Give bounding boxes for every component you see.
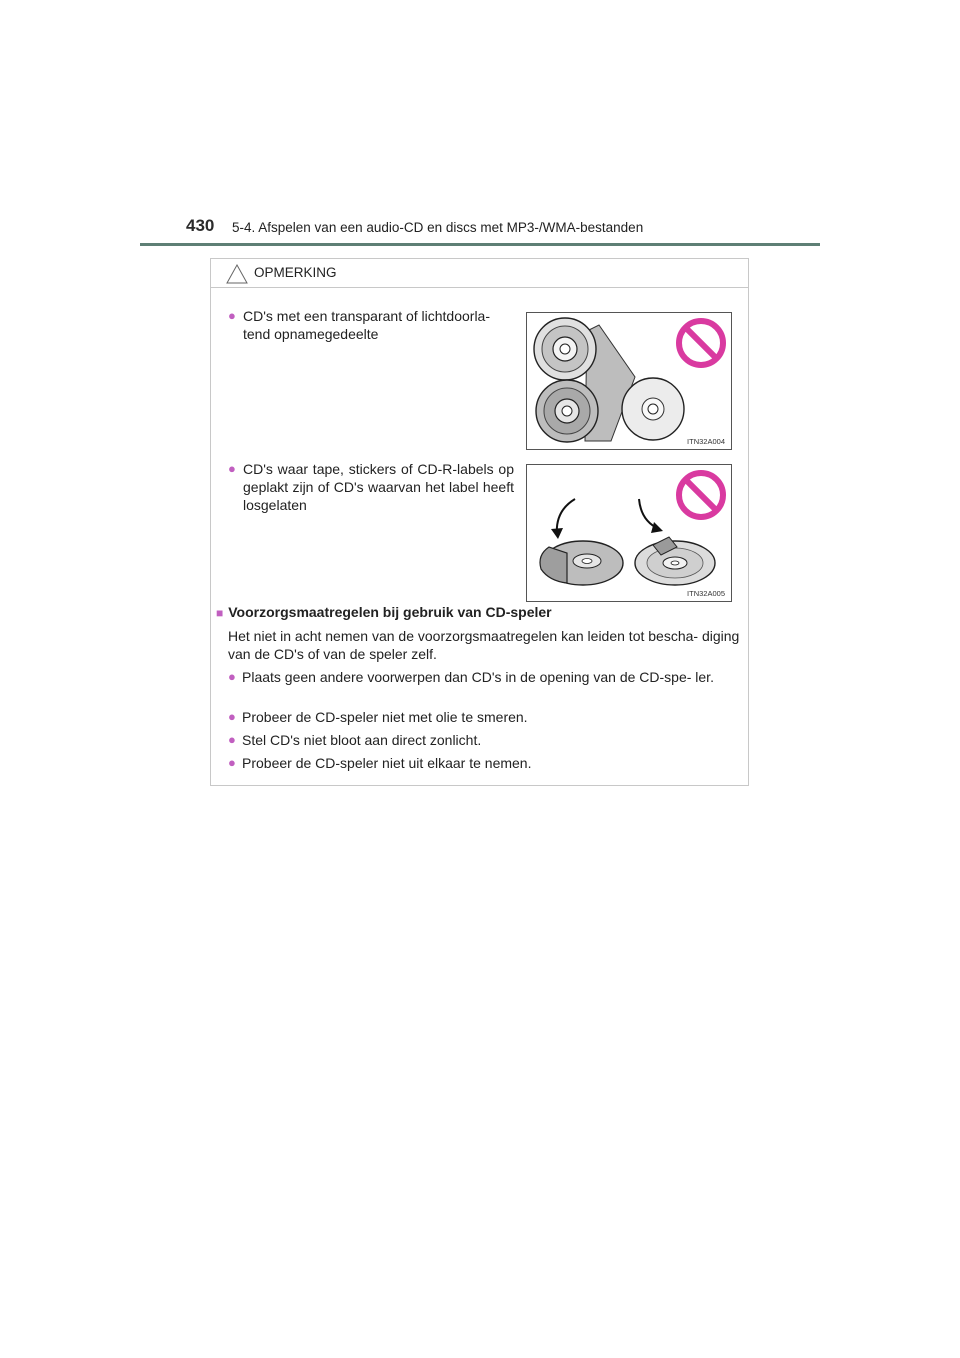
- list-item: [228, 731, 743, 749]
- list-item-text: Probeer de CD-speler niet uit elkaar te nemen.: [242, 755, 532, 771]
- list-item-text: Stel CD's niet bloot aan direct zonlicht.: [242, 732, 482, 748]
- figure-code: ITN32A005: [687, 589, 725, 598]
- list-item-text: Plaats geen andere voorwerpen dan CD's in de opening van de CD-spe- ler.: [242, 669, 714, 685]
- section-heading: [216, 604, 552, 620]
- cd-disc-icon: [534, 318, 596, 380]
- cd-disc-icon: [635, 537, 715, 585]
- bullet-dot-icon: ●: [228, 732, 236, 747]
- page-number: 430: [186, 216, 215, 235]
- square-bullet-icon: ■: [216, 606, 224, 620]
- warning-triangle-icon: [226, 264, 248, 284]
- labeled-cd-illustration: [527, 465, 731, 601]
- section-heading-text: Voorzorgsmaatregelen bij gebruik van CD-speler: [228, 604, 552, 620]
- bullet-dot-icon: ●: [228, 755, 236, 770]
- cd-disc-icon: [540, 541, 623, 585]
- notice-item-text: CD's met een transparant of lichtdoorla- tend opnamegedeelte: [243, 308, 491, 342]
- bullet-dot-icon: ●: [228, 461, 236, 476]
- header-rule: [140, 243, 820, 246]
- list-item: [228, 754, 743, 772]
- figure-transparent-cds: [526, 312, 732, 450]
- figure-labeled-cds: [526, 464, 732, 602]
- notice-header: [211, 259, 748, 288]
- list-item: [228, 708, 743, 726]
- list-item-text: Probeer de CD-speler niet met olie te smeren.: [242, 709, 528, 725]
- running-header-title: 5-4. Afspelen van een audio-CD en discs met MP3-/WMA-bestanden: [232, 220, 644, 235]
- prohibition-sign-icon: [679, 473, 723, 517]
- bullet-dot-icon: ●: [228, 308, 236, 323]
- section-body: Het niet in acht nemen van de voorzorgsmaatregelen kan leiden tot bescha- diging van de CD's of van de speler zelf.: [228, 628, 740, 662]
- bullet-dot-icon: ●: [228, 669, 236, 684]
- notice-item-transparent-cd: [228, 307, 514, 343]
- figure-code: ITN32A004: [687, 437, 725, 446]
- cd-disc-icon: [622, 378, 684, 440]
- transparent-cd-illustration: [527, 313, 731, 449]
- notice-title: OPMERKING: [254, 265, 337, 280]
- notice-item-labeled-cd: [228, 460, 514, 514]
- notice-item-text: CD's waar tape, stickers of CD-R-labels op geplakt zijn of CD's waarvan het label heeft losgelaten: [243, 461, 514, 513]
- bullet-dot-icon: ●: [228, 709, 236, 724]
- prohibition-sign-icon: [679, 321, 723, 365]
- list-item: [228, 668, 743, 686]
- cd-disc-icon: [536, 380, 598, 442]
